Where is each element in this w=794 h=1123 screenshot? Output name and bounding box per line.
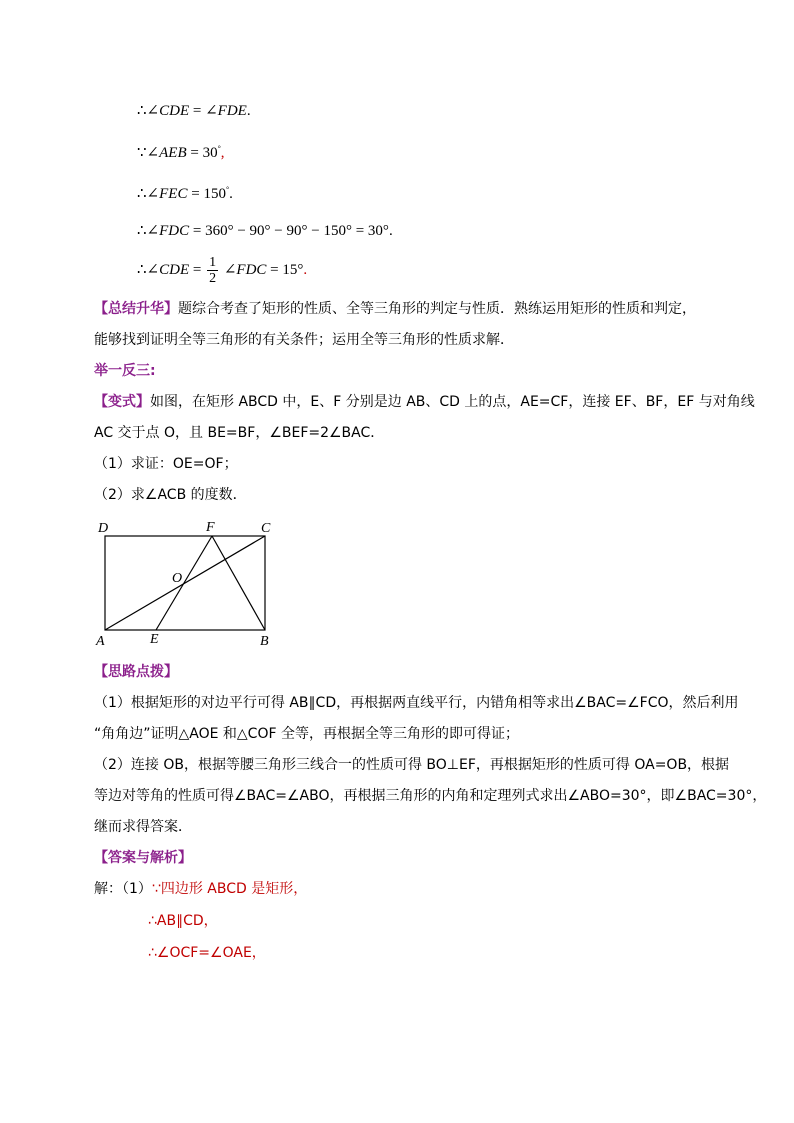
summary-line-1: 【总结升华】题综合考查了矩形的性质、全等三角形的判定与性质．熟练运用矩形的性质和判定，	[94, 301, 696, 317]
label-o: O	[172, 571, 183, 586]
step-5: ∴∠CDE = $\frac{1}{2}$ ∠FDC = 15°.	[137, 255, 308, 287]
variant-tag: 【变式】	[94, 394, 150, 410]
question-2: （2）求∠ACB 的度数．	[94, 487, 247, 503]
hint-p1-line-2: “角角边”证明△AOE 和△COF 全等，再根据全等三角形的即可得证；	[94, 726, 519, 742]
hint-p2-line-1: （2）连接 OB，根据等腰三角形三线合一的性质可得 BO⊥EF，再根据矩形的性质可得 OA=OB，根据	[94, 757, 730, 773]
step-4: ∴∠FDC = 360° − 90° − 90° − 150° = 30°.	[137, 223, 393, 239]
step-2: ∵∠AEB = 30°,	[137, 144, 225, 161]
answer-line-3: ∴∠OCF=∠OAE，	[148, 945, 266, 961]
label-b: B	[260, 634, 269, 649]
label-c: C	[261, 521, 271, 536]
label-f: F	[206, 520, 215, 535]
variant-line-2: AC 交于点 O，且 BE=BF，∠BEF=2∠BAC．	[94, 425, 385, 441]
step-3: ∴∠FEC = 150°.	[137, 185, 233, 202]
step-1: ∴∠CDE = ∠FDE.	[137, 103, 251, 119]
hint-tag: 【思路点拨】	[94, 664, 178, 680]
variant-line-1: 【变式】如图，在矩形 ABCD 中，E、F 分别是边 AB、CD 上的点，AE=CF，连接 EF、BF，EF 与对角线	[94, 394, 755, 410]
summary-tag: 【总结升华】	[94, 301, 178, 317]
answer-line-2: ∴AB∥CD，	[148, 913, 218, 929]
answer-tag: 【答案与解析】	[94, 850, 192, 866]
label-e: E	[150, 632, 159, 647]
hint-p2-line-3: 继而求得答案．	[94, 819, 192, 835]
hint-p2-line-2: 等边对等角的性质可得∠BAC=∠ABO，再根据三角形的内角和定理列式求出∠ABO=30°，即∠BAC=30°，	[94, 788, 767, 804]
answer-line-1: 解：（1）∵四边形 ABCD 是矩形，	[94, 881, 308, 897]
rectangle-figure	[90, 515, 290, 650]
summary-line-2: 能够找到证明全等三角形的有关条件；运用全等三角形的性质求解．	[94, 332, 514, 348]
label-a: A	[96, 634, 105, 649]
fraction: $\frac{1}{2}$	[209, 255, 217, 287]
section-title: 举一反三:	[94, 363, 156, 379]
question-1: （1）求证：OE=OF；	[94, 456, 238, 472]
hint-p1-line-1: （1）根据矩形的对边平行可得 AB∥CD，再根据两直线平行，内错角相等求出∠BAC=∠FCO，然后利用	[94, 695, 739, 711]
segment-bf	[212, 536, 265, 630]
segment-ef	[156, 536, 212, 630]
diagonal-ac	[105, 536, 265, 630]
label-d: D	[98, 521, 109, 536]
